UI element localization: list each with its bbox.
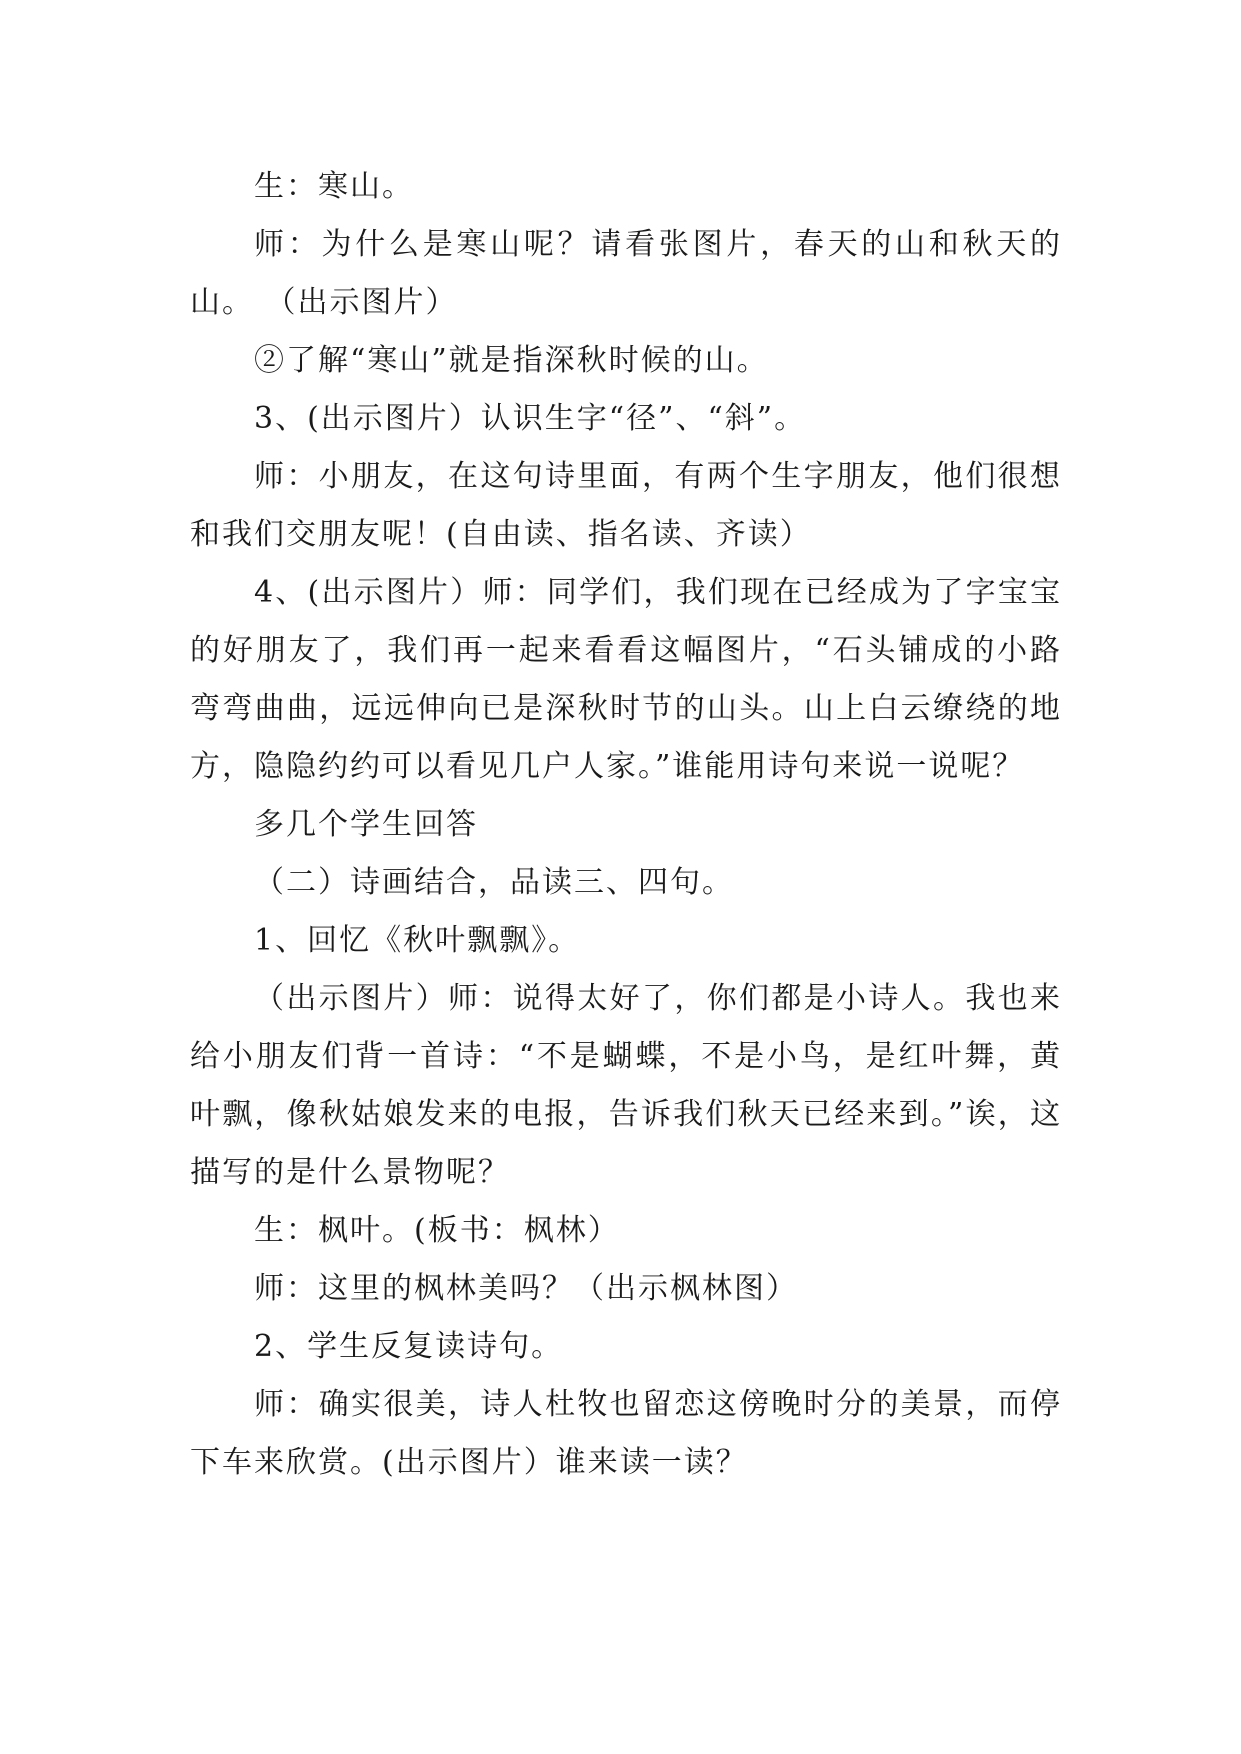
- document-body: [190, 158, 1062, 1492]
- paragraph-section-two-heading: （二）诗画结合，品读三、四句。: [254, 865, 734, 900]
- paragraph-student-maple-leaf: 生：枫叶。(板书：枫林）: [254, 1213, 620, 1248]
- paragraph-step-1-recall: 1、回忆《秋叶飘飘》。: [254, 923, 581, 958]
- paragraph-step-3-new-characters: 3、(出示图片）认识生字“径”、“斜”。: [254, 401, 807, 436]
- paragraph-teacher-why-hanshan: 师：为什么是寒山呢？请看张图片，春天的山和秋天的山。 （出示图片）: [190, 227, 1062, 320]
- paragraph-step-4-picture: 4、(出示图片）师：同学们，我们现在已经成为了字宝宝的好朋友了，我们再一起来看看这幅图片，“石头铺成的小路弯弯曲曲，远远伸向已是深秋时节的山头。山上白云缭绕的地方，隐隐约约可以看见几户人家。”谁能用诗句来说一说呢？: [190, 575, 1062, 784]
- paragraph-understand-hanshan: ②了解“寒山”就是指深秋时候的山。: [254, 343, 769, 378]
- paragraph-teacher-poem: （出示图片）师：说得太好了，你们都是小诗人。我也来给小朋友们背一首诗：“不是蝴蝶，不是小鸟，是红叶舞，黄叶飘，像秋姑娘发来的电报，告诉我们秋天已经来到。”诶，这描写的是什么景物呢？: [190, 981, 1062, 1190]
- paragraph-student-answer-hanshan: 生：寒山。: [254, 169, 414, 204]
- paragraph-teacher-maple-forest: 师：这里的枫林美吗？（出示枫林图）: [254, 1271, 798, 1306]
- paragraph-students-answer: 多几个学生回答: [254, 807, 478, 842]
- paragraph-step-2-reread: 2、学生反复读诗句。: [254, 1329, 564, 1364]
- paragraph-teacher-dumu: 师：确实很美，诗人杜牧也留恋这傍晚时分的美景，而停下车来欣赏。(出示图片）谁来读一读？: [190, 1387, 1062, 1480]
- paragraph-teacher-new-friends: 师：小朋友，在这句诗里面，有两个生字朋友，他们很想和我们交朋友呢！(自由读、指名读、齐读）: [190, 459, 1062, 552]
